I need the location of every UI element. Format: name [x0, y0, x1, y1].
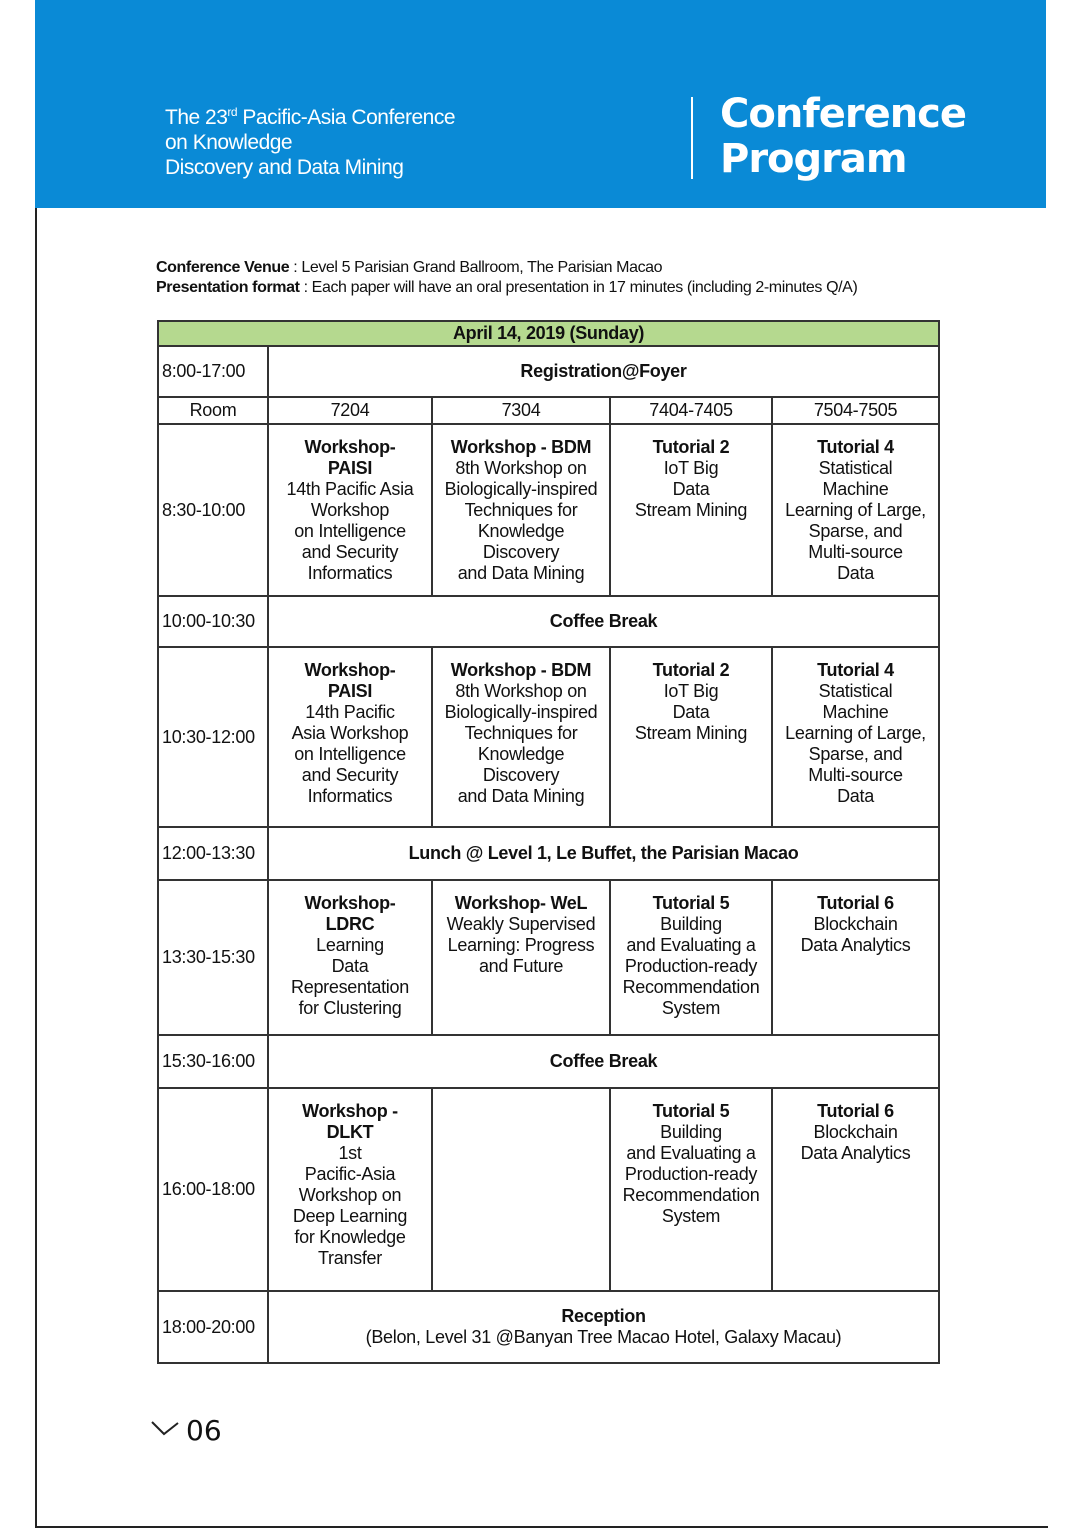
time-cell: 10:30-12:00 — [158, 647, 268, 827]
session-row — [158, 1088, 939, 1291]
format-label: Presentation format — [156, 279, 300, 296]
reception-cell — [268, 1291, 939, 1363]
session-title: Tutorial 2 — [652, 437, 730, 457]
time-cell: 8:30-10:00 — [158, 424, 268, 596]
session-description: Recommendation — [622, 977, 760, 997]
lunch-cell: Lunch @ Level 1, Le Buffet, the Parisian Macao — [268, 827, 939, 880]
session-cell — [772, 880, 939, 1035]
conference-info — [156, 258, 857, 298]
header-divider — [691, 97, 693, 179]
session-cell — [432, 647, 610, 827]
session-description: Biologically-inspired — [444, 479, 598, 499]
session-title: PAISI — [327, 681, 373, 701]
session-description: Knowledge — [477, 521, 565, 541]
session-description: Statistical — [818, 458, 893, 478]
time-cell: 15:30-16:00 — [158, 1035, 268, 1088]
rooms-row — [158, 397, 939, 424]
room-header: 7404-7405 — [610, 397, 772, 424]
page-number — [150, 1414, 222, 1447]
session-description: Learning of Large, — [785, 500, 926, 520]
session-description: 14th Pacific Asia — [286, 479, 414, 499]
session-description: Learning: Progress — [447, 935, 595, 955]
session-description: Discovery — [482, 765, 560, 785]
session-description: and Security — [301, 765, 399, 785]
session-description: Transfer — [318, 1248, 382, 1268]
schedule-table — [157, 320, 940, 1364]
session-description: Data Analytics — [800, 935, 911, 955]
time-cell: 10:00-10:30 — [158, 596, 268, 647]
session-description: IoT Big — [663, 458, 719, 478]
session-description: and Security — [301, 542, 399, 562]
session-description: Machine — [822, 479, 889, 499]
session-description: Learning of Large, — [785, 723, 926, 743]
session-description: Building — [660, 914, 722, 934]
session-description: Workshop on — [298, 1185, 402, 1205]
session-description: on Intelligence — [294, 521, 406, 541]
session-cell — [610, 647, 772, 827]
session-description: Informatics — [307, 563, 393, 583]
subtitle-text: The 23 — [165, 106, 228, 129]
chevron-down-icon — [150, 1419, 184, 1443]
session-title: DLKT — [326, 1122, 374, 1142]
subtitle-sup: rd — [227, 105, 238, 119]
session-description: 14th Pacific — [305, 702, 395, 722]
session-description: Statistical — [818, 681, 893, 701]
coffee-break-cell: Coffee Break — [268, 596, 939, 647]
room-header: 7204 — [268, 397, 432, 424]
session-description: Informatics — [307, 786, 393, 806]
session-description: and Data Mining — [457, 786, 585, 806]
session-description: 1st — [338, 1143, 362, 1163]
time-cell: 12:00-13:30 — [158, 827, 268, 880]
title-line: Program — [720, 136, 907, 182]
session-description: Biologically-inspired — [444, 702, 598, 722]
session-description: Stream Mining — [634, 723, 748, 743]
session-row — [158, 647, 939, 827]
session-description: Weakly Supervised — [446, 914, 596, 934]
session-description: Asia Workshop — [291, 723, 409, 743]
session-description: Techniques for — [464, 500, 578, 520]
session-description: Data — [837, 786, 874, 806]
session-cell — [432, 424, 610, 596]
page-title — [720, 92, 966, 182]
session-description: and Data Mining — [457, 563, 585, 583]
session-title: Workshop- — [304, 660, 396, 680]
room-header: 7504-7505 — [772, 397, 939, 424]
session-cell — [610, 880, 772, 1035]
session-title: Workshop - BDM — [450, 437, 592, 457]
session-description: Sparse, and — [808, 744, 903, 764]
time-cell: 18:00-20:00 — [158, 1291, 268, 1363]
reception-title: Reception — [561, 1306, 646, 1326]
session-cell — [268, 880, 432, 1035]
session-description: Machine — [822, 702, 889, 722]
session-row — [158, 424, 939, 596]
session-cell — [610, 424, 772, 596]
session-description: Deep Learning — [292, 1206, 408, 1226]
title-line: Conference — [720, 91, 967, 137]
session-description: and Evaluating a — [626, 1143, 756, 1163]
reception-text: (Belon, Level 31 @Banyan Tree Macao Hotel, Galaxy Macau) — [365, 1327, 842, 1347]
session-cell — [268, 1088, 432, 1291]
day-header: April 14, 2019 (Sunday) — [158, 321, 939, 346]
venue-value: : Level 5 Parisian Grand Ballroom, The Parisian Macao — [289, 259, 663, 276]
session-title: Workshop- — [304, 437, 396, 457]
session-row — [158, 880, 939, 1035]
session-cell — [772, 424, 939, 596]
session-cell — [432, 880, 610, 1035]
session-description: Workshop — [310, 500, 390, 520]
room-header: 7304 — [432, 397, 610, 424]
session-description: for Knowledge — [294, 1227, 406, 1247]
registration-cell: Registration@Foyer — [268, 346, 939, 397]
time-cell: 8:00-17:00 — [158, 346, 268, 397]
conference-subtitle — [165, 100, 455, 180]
session-description: IoT Big — [663, 681, 719, 701]
time-cell: 16:00-18:00 — [158, 1088, 268, 1291]
room-label: Room — [158, 397, 268, 424]
subtitle-text: Pacific-Asia Conference — [237, 106, 455, 129]
session-title: Tutorial 6 — [817, 893, 894, 913]
format-value: : Each paper will have an oral presentation in 17 minutes (including 2-minutes Q/A) — [299, 279, 858, 296]
session-description: Data — [672, 702, 710, 722]
session-title: Tutorial 5 — [652, 1101, 730, 1121]
session-cell — [432, 1088, 610, 1291]
session-title: Workshop - BDM — [450, 660, 592, 680]
session-description: Discovery — [482, 542, 560, 562]
session-description: Blockchain — [813, 914, 898, 934]
session-description: 8th Workshop on — [455, 458, 587, 478]
session-description: and Future — [478, 956, 564, 976]
subtitle-line: Discovery and Data Mining — [165, 156, 404, 179]
session-description: Data — [837, 563, 874, 583]
session-title: Tutorial 5 — [652, 893, 730, 913]
session-title: Tutorial 2 — [652, 660, 730, 680]
session-title: LDRC — [325, 914, 375, 934]
session-cell — [268, 424, 432, 596]
session-title: Workshop- — [304, 893, 396, 913]
session-title: PAISI — [327, 458, 373, 478]
session-description: 8th Workshop on — [455, 681, 587, 701]
session-description: Building — [660, 1122, 722, 1142]
session-description: Techniques for — [464, 723, 578, 743]
session-description: Blockchain — [813, 1122, 898, 1142]
session-description: and Evaluating a — [626, 935, 756, 955]
session-description: Multi-source — [808, 542, 903, 562]
session-description: Multi-source — [808, 765, 903, 785]
session-description: Stream Mining — [634, 500, 748, 520]
page-number-text: 06 — [186, 1414, 222, 1447]
session-cell — [772, 1088, 939, 1291]
venue-label: Conference Venue — [156, 259, 290, 276]
session-title: Tutorial 4 — [817, 660, 894, 680]
coffee-break-cell: Coffee Break — [268, 1035, 939, 1088]
session-description: System — [661, 1206, 721, 1226]
session-description: Production-ready — [624, 1164, 758, 1184]
session-description: Learning — [316, 935, 384, 955]
session-description: Pacific-Asia — [304, 1164, 396, 1184]
session-cell — [268, 647, 432, 827]
session-description: System — [661, 998, 721, 1018]
session-description: for Clustering — [298, 998, 402, 1018]
session-title: Workshop- WeL — [454, 893, 588, 913]
session-cell — [772, 647, 939, 827]
session-title: Tutorial 6 — [817, 1101, 894, 1121]
time-cell: 13:30-15:30 — [158, 880, 268, 1035]
session-description: Data Analytics — [800, 1143, 911, 1163]
session-description: Data — [672, 479, 710, 499]
subtitle-line: on Knowledge — [165, 131, 293, 154]
session-title: Workshop - — [302, 1101, 398, 1121]
session-description: on Intelligence — [294, 744, 406, 764]
session-description: Recommendation — [622, 1185, 760, 1205]
session-description: Knowledge — [477, 744, 565, 764]
session-description: Data — [331, 956, 369, 976]
session-cell — [610, 1088, 772, 1291]
session-description: Representation — [291, 977, 409, 997]
session-description: Production-ready — [624, 956, 758, 976]
session-description: Sparse, and — [808, 521, 903, 541]
session-title: Tutorial 4 — [817, 437, 894, 457]
